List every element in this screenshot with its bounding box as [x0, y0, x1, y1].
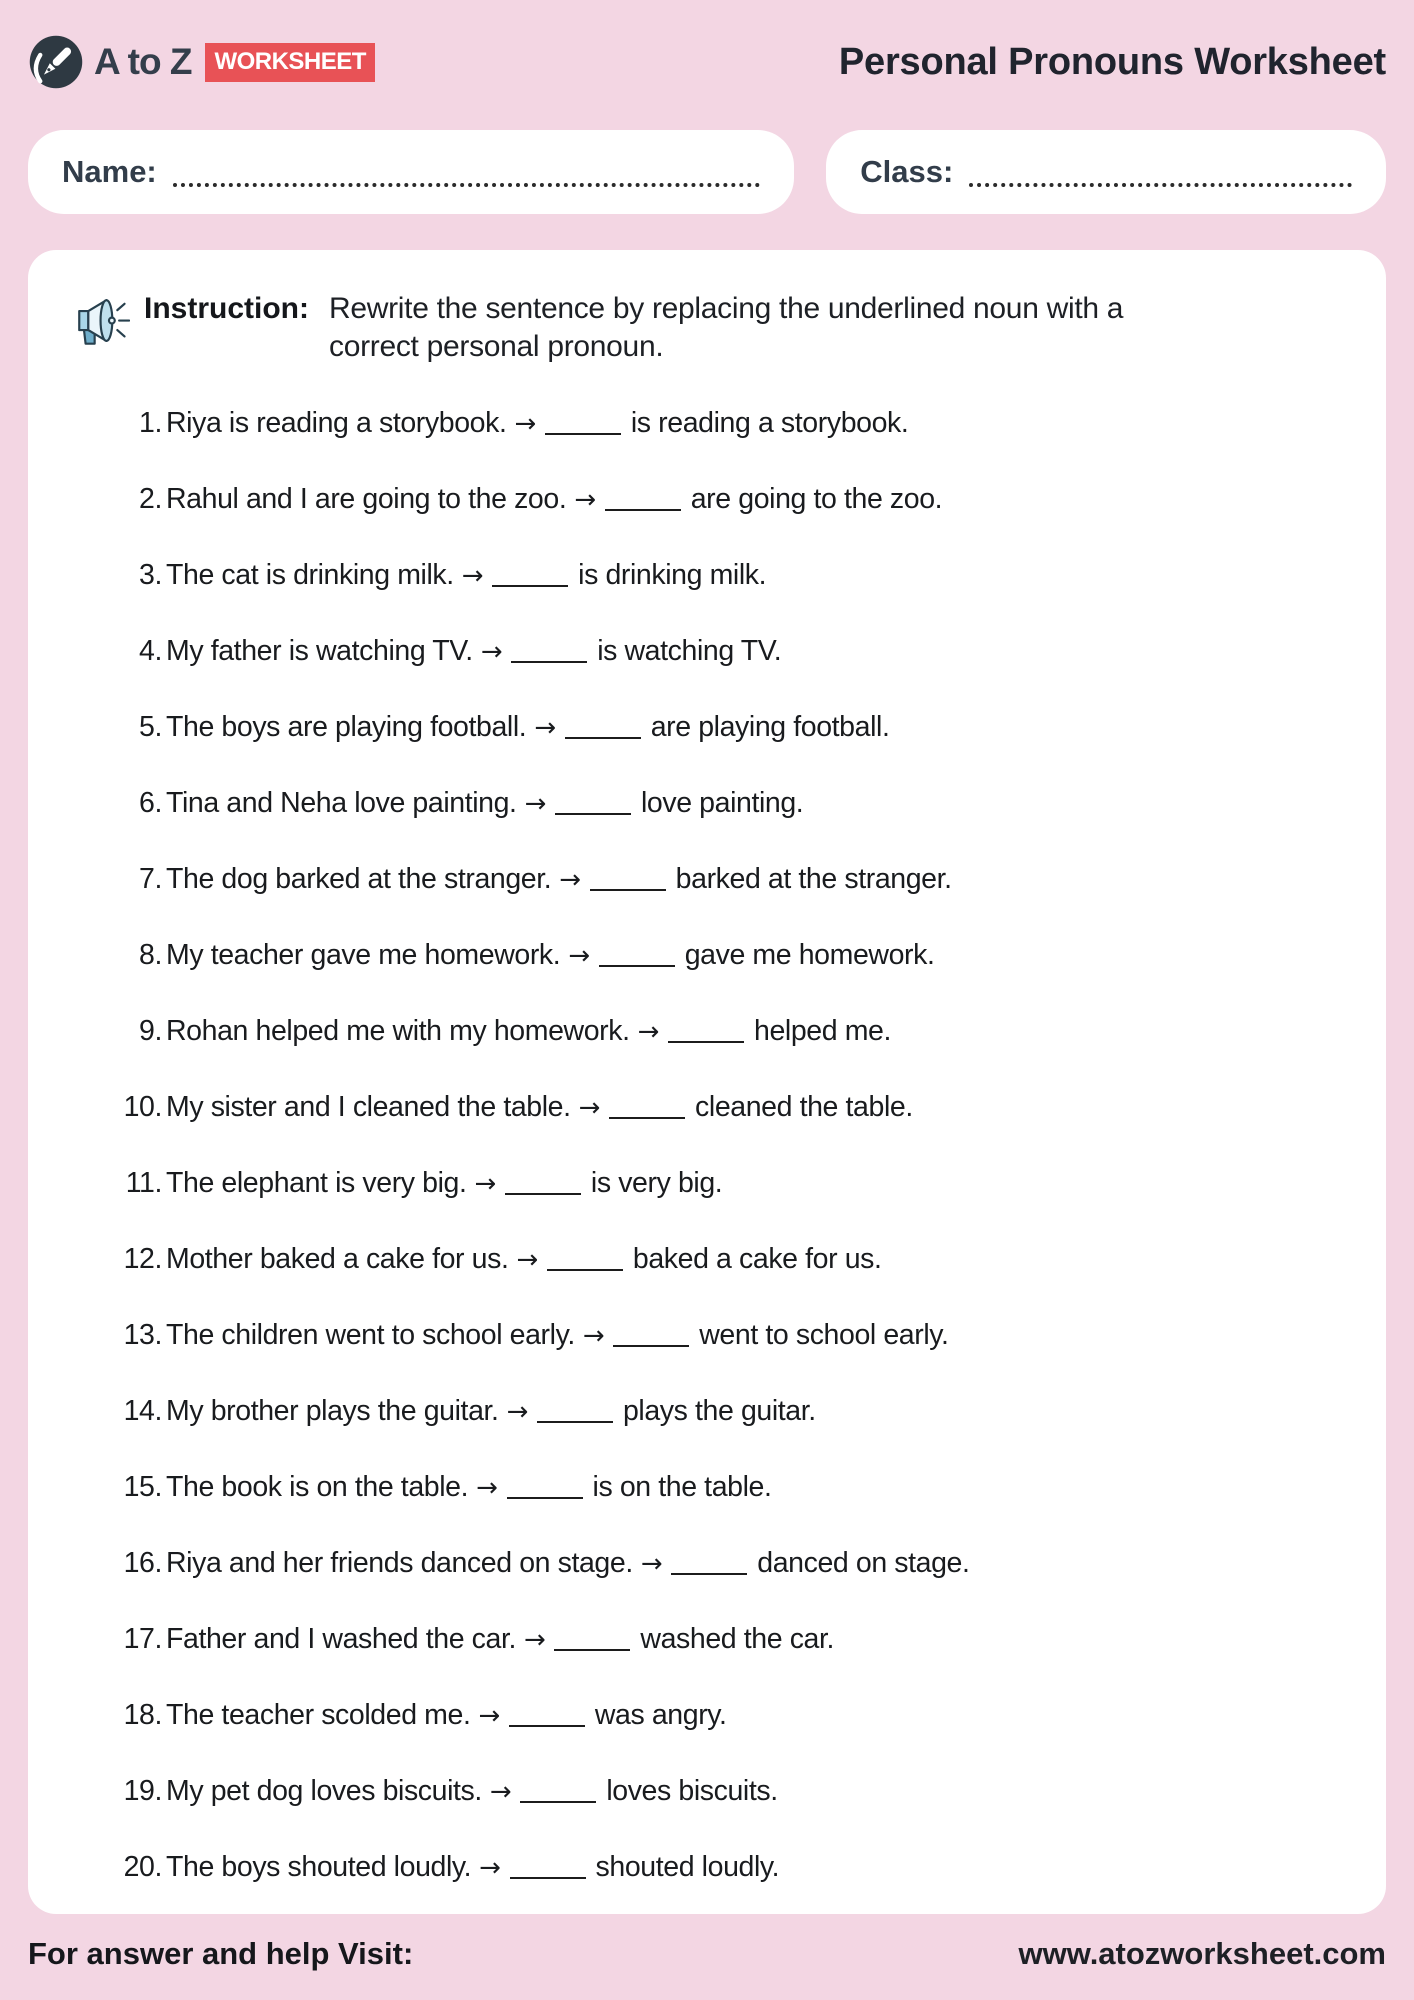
footer [28, 1936, 1386, 1972]
sentence-row [58, 1244, 1352, 1275]
original-sentence: The book is on the table. [166, 1471, 469, 1503]
sentence-row [58, 1472, 1352, 1503]
original-sentence: My teacher gave me homework. [166, 939, 561, 971]
item-number: 12. [123, 1243, 162, 1275]
item-number: 4. [139, 635, 162, 667]
item-number: 11. [125, 1167, 162, 1199]
name-field [28, 130, 794, 214]
sentence-text [166, 940, 935, 971]
rewritten-sentence: plays the guitar. [622, 1395, 816, 1427]
sentence-row [58, 408, 1352, 439]
arrow-glyph: → [559, 865, 581, 895]
original-sentence: Father and I washed the car. [166, 1623, 517, 1655]
sentence-row [58, 1776, 1352, 1807]
item-number: 8. [139, 939, 162, 971]
original-sentence: My brother plays the guitar. [166, 1395, 499, 1427]
brand-text: A to Z [94, 41, 192, 82]
original-sentence: The boys are playing football. [166, 711, 527, 743]
answer-blank[interactable] [599, 965, 675, 967]
arrow-glyph: → [574, 485, 596, 515]
sentence-row [58, 1168, 1352, 1199]
arrow-glyph: → [461, 561, 484, 591]
megaphone-icon [72, 292, 130, 350]
sentence-row [58, 560, 1352, 591]
sentence-row [58, 484, 1352, 515]
sentence-row [58, 636, 1352, 667]
rewritten-sentence: baked a cake for us. [632, 1243, 882, 1275]
arrow-glyph: → [568, 941, 590, 971]
sentence-row [58, 1548, 1352, 1579]
arrow-glyph: → [478, 1701, 500, 1731]
original-sentence: The cat is drinking milk. [166, 559, 454, 591]
sentence-row [58, 1092, 1352, 1123]
sentence-text [166, 1852, 779, 1883]
item-number: 18. [123, 1699, 162, 1731]
website-link[interactable]: www.atozworksheet.com [1018, 1936, 1386, 1971]
brand-badge: WORKSHEET [205, 43, 375, 82]
sentence-text [166, 1700, 727, 1731]
rewritten-sentence: cleaned the table. [695, 1091, 913, 1123]
arrow-glyph: → [582, 1321, 605, 1351]
item-number: 14. [123, 1395, 162, 1427]
sentence-text [166, 1624, 834, 1655]
original-sentence: The dog barked at the stranger. [166, 863, 552, 895]
sentence-row [58, 1700, 1352, 1731]
sentence-row [58, 1016, 1352, 1047]
arrow-glyph: → [516, 1245, 538, 1275]
item-number: 2. [139, 483, 162, 515]
answer-blank[interactable] [613, 1345, 689, 1347]
name-input[interactable] [173, 157, 761, 187]
item-number: 16. [123, 1547, 162, 1579]
arrow-glyph: → [524, 789, 546, 819]
sentence-row [58, 788, 1352, 819]
answer-blank[interactable] [554, 1649, 630, 1651]
original-sentence: Rahul and I are going to the zoo. [166, 483, 567, 515]
name-label: Name: [62, 154, 157, 189]
rewritten-sentence: are playing football. [650, 711, 890, 743]
sentence-row [58, 940, 1352, 971]
original-sentence: The boys shouted loudly. [166, 1851, 472, 1883]
sentence-text [166, 1320, 949, 1351]
item-number: 1. [139, 407, 162, 439]
arrow-glyph: → [476, 1473, 498, 1503]
class-field [826, 130, 1386, 214]
item-number: 9. [139, 1015, 162, 1047]
answer-blank[interactable] [547, 1269, 623, 1271]
page-title: Personal Pronouns Worksheet [838, 40, 1386, 83]
sentence-text [166, 1092, 913, 1123]
arrow-glyph: → [514, 409, 536, 439]
sentence-text [166, 712, 889, 743]
item-number: 15. [123, 1471, 162, 1503]
arrow-glyph: → [474, 1169, 496, 1199]
pen-circle-icon [28, 34, 84, 90]
item-number: 13. [123, 1319, 162, 1351]
arrow-glyph: → [480, 637, 503, 667]
sentence-text [166, 408, 908, 439]
rewritten-sentence: is drinking milk. [578, 559, 767, 591]
rewritten-sentence: danced on stage. [757, 1547, 970, 1579]
item-number: 20. [123, 1851, 162, 1883]
sentence-row [58, 1396, 1352, 1427]
arrow-glyph: → [637, 1017, 659, 1047]
original-sentence: The teacher scolded me. [166, 1699, 471, 1731]
sentence-text [166, 1472, 772, 1503]
footer-help-text: For answer and help Visit: [28, 1936, 414, 1971]
sentence-text [166, 560, 766, 591]
rewritten-sentence: are going to the zoo. [690, 483, 943, 515]
rewritten-sentence: is watching TV. [597, 635, 782, 667]
sentence-row [58, 1624, 1352, 1655]
answer-blank[interactable] [510, 1877, 586, 1879]
sentence-row [58, 1320, 1352, 1351]
rewritten-sentence: was angry. [594, 1699, 727, 1731]
item-number: 3. [139, 559, 162, 591]
original-sentence: Riya and her friends danced on stage. [166, 1547, 633, 1579]
rewritten-sentence: is on the table. [592, 1471, 772, 1503]
answer-blank[interactable] [605, 509, 681, 511]
sentence-row [58, 1852, 1352, 1883]
original-sentence: My father is watching TV. [166, 635, 473, 667]
answer-blank[interactable] [565, 737, 641, 739]
answer-blank[interactable] [537, 1421, 613, 1423]
item-number: 10. [123, 1091, 162, 1123]
arrow-glyph: → [640, 1549, 663, 1579]
sentence-text [166, 484, 942, 515]
arrow-glyph: → [489, 1777, 512, 1807]
fields-row [28, 130, 1386, 214]
original-sentence: My sister and I cleaned the table. [166, 1091, 571, 1123]
sentence-text [166, 1548, 970, 1579]
sentence-row [58, 864, 1352, 895]
answer-blank[interactable] [609, 1117, 685, 1119]
sentence-text [166, 1016, 891, 1047]
item-number: 7. [139, 863, 162, 895]
answer-blank[interactable] [668, 1041, 744, 1043]
item-number: 5. [139, 711, 162, 743]
answer-blank[interactable] [507, 1497, 583, 1499]
sentence-text [166, 636, 781, 667]
rewritten-sentence: shouted loudly. [595, 1851, 780, 1883]
rewritten-sentence: is reading a storybook. [630, 407, 909, 439]
original-sentence: Rohan helped me with my homework. [166, 1015, 630, 1047]
instruction-label: Instruction: [144, 292, 309, 325]
arrow-glyph: → [578, 1093, 601, 1123]
arrow-glyph: → [506, 1397, 528, 1427]
worksheet-card [28, 250, 1386, 1914]
original-sentence: Mother baked a cake for us. [166, 1243, 509, 1275]
class-input[interactable] [969, 157, 1352, 187]
answer-blank[interactable] [492, 585, 568, 587]
answer-blank[interactable] [509, 1725, 585, 1727]
arrow-glyph: → [534, 713, 556, 743]
sentence-text [166, 864, 952, 895]
sentence-text [166, 788, 803, 819]
original-sentence: Riya is reading a storybook. [166, 407, 507, 439]
original-sentence: My pet dog loves biscuits. [166, 1775, 482, 1807]
original-sentence: The children went to school early. [166, 1319, 575, 1351]
arrow-glyph: → [479, 1853, 501, 1883]
rewritten-sentence: barked at the stranger. [675, 863, 952, 895]
arrow-glyph: → [524, 1625, 546, 1655]
rewritten-sentence: gave me homework. [684, 939, 935, 971]
rewritten-sentence: went to school early. [699, 1319, 949, 1351]
rewritten-sentence: is very big. [590, 1167, 723, 1199]
answer-blank[interactable] [590, 889, 666, 891]
instruction-text: Rewrite the sentence by replacing the underlined noun with a correct personal pronoun. [329, 292, 1124, 363]
class-label: Class: [860, 154, 954, 189]
header [28, 0, 1386, 90]
sentence-text [166, 1776, 778, 1807]
answer-blank[interactable] [520, 1801, 596, 1803]
item-number: 17. [123, 1623, 162, 1655]
original-sentence: The elephant is very big. [166, 1167, 467, 1199]
rewritten-sentence: helped me. [754, 1015, 892, 1047]
original-sentence: Tina and Neha love painting. [166, 787, 517, 819]
instruction-block [58, 290, 1352, 366]
sentence-list [58, 408, 1352, 1883]
sentence-row [58, 712, 1352, 743]
answer-blank[interactable] [671, 1573, 747, 1575]
sentence-text [166, 1396, 816, 1427]
rewritten-sentence: loves biscuits. [606, 1775, 778, 1807]
sentence-text [166, 1244, 882, 1275]
rewritten-sentence: washed the car. [640, 1623, 835, 1655]
answer-blank[interactable] [511, 661, 587, 663]
item-number: 6. [139, 787, 162, 819]
answer-blank[interactable] [505, 1193, 581, 1195]
answer-blank[interactable] [545, 433, 621, 435]
answer-blank[interactable] [555, 813, 631, 815]
brand-logo [28, 34, 375, 90]
item-number: 19. [123, 1775, 162, 1807]
rewritten-sentence: love painting. [640, 787, 804, 819]
sentence-text [166, 1168, 722, 1199]
